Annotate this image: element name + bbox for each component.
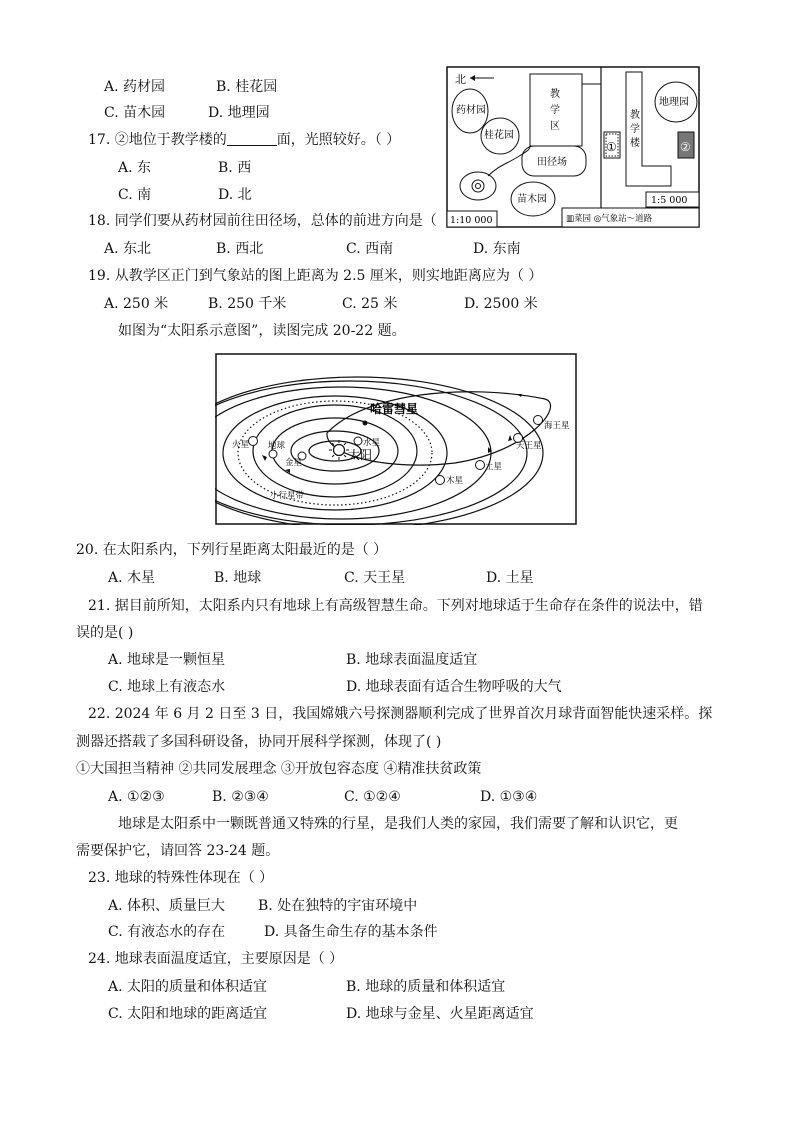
q22-stem-line2: 测器还搭载了多国科研设备，协同开展科学探测，体现了( ) [76,734,442,750]
teaching-area-label-1: 教 [550,89,560,100]
q22-option-c: C. ①②④ [344,789,401,805]
venus-label: 金星 [285,458,303,468]
yaocai-label: 药材园 [456,105,486,116]
mars-icon [249,437,258,446]
q19-stem: 19. 从教学区正门到气象站的图上距离为 2.5 厘米，则实地距离应为（ ） [88,268,543,284]
saturn-icon [476,461,485,470]
geo-garden-label: 地理园 [659,97,689,108]
q18-stem: 18. 同学们要从药材园前往田径场，总体的前进方向是（ [88,213,437,229]
q24-option-d: D. 地球与金星、火星距离适宜 [346,1006,534,1022]
q19-option-b: B. 250 千米 [208,296,287,312]
miaomu-label: 苗木园 [517,194,547,205]
site-2-label: ② [680,140,691,154]
q24-option-b: B. 地球的质量和体积适宜 [346,979,506,995]
q20-option-a: A. 木星 [108,570,156,586]
building-label-3: 楼 [630,138,640,149]
q17-option-c: C. 南 [118,187,152,203]
building-label-2: 学 [630,124,640,135]
q16-option-b: B. 桂花园 [216,79,278,95]
north-label: 北 [455,73,466,86]
q22-stem-line1: 22. 2024 年 6 月 2 日至 3 日，我国嫦娥六号探测器顺利完成了世界首次月球背面智能快速采样。探 [88,706,713,722]
q23-option-a: A. 体积、质量巨大 [108,898,226,914]
q20-stem: 20. 在太阳系内，下列行星距离太阳最近的是（ ） [76,542,388,558]
map-legend: ▥菜园 ◎气象站～道路 [566,214,653,224]
guihua-label: 桂花园 [484,130,514,141]
q19-option-d: D. 2500 米 [464,296,538,312]
intro-23-24-line1: 地球是太阳系中一颗既普通又特殊的行星，是我们人类的家园，我们需要了解和认识它，更 [118,816,678,832]
uranus-label: 天王星 [516,441,542,451]
q18-option-a: A. 东北 [104,241,152,257]
q22-option-b: B. ②③④ [212,789,269,805]
q20-option-c: C. 天王星 [344,570,406,586]
q23-stem: 23. 地球的特殊性体现在（ ） [88,870,274,886]
q24-option-a: A. 太阳的质量和体积适宜 [108,979,268,995]
jupiter-label: 木星 [446,476,464,486]
intro-23-24-line2: 需要保护它，请回答 23-24 题。 [76,843,280,859]
q24-stem: 24. 地球表面温度适宜，主要原因是（ ） [88,951,344,967]
earth-icon [269,450,277,458]
site-1-label: ① [606,140,617,154]
scale-right: 1:5 000 [651,195,688,206]
q18-option-b: B. 西北 [216,241,264,257]
halley-label: 哈雷彗星 [370,402,419,416]
q17-option-a: A. 东 [118,160,152,176]
q22-option-a: A. ①②③ [108,789,165,805]
q17-blank [227,131,277,146]
q19-option-c: C. 25 米 [342,296,398,312]
q21-option-b: B. 地球表面温度适宜 [346,652,478,668]
q21-option-c: C. 地球上有液态水 [108,679,226,695]
building-label-1: 教 [630,110,640,121]
q18-option-c: C. 西南 [346,241,394,257]
mars-label: 火星 [232,440,250,450]
q19-option-a: A. 250 米 [104,296,169,312]
q18-option-d: D. 东南 [473,241,521,257]
jupiter-icon [436,476,445,485]
q24-option-c: C. 太阳和地球的距离适宜 [108,1006,268,1022]
track-field-label: 田径场 [537,157,567,168]
q16-option-c: C. 苗木园 [104,105,166,121]
scale-left: 1:10 000 [450,215,493,226]
mercury-icon [354,437,362,445]
q21-stem-line2: 误的是( ) [76,625,134,641]
q23-option-b: B. 处在独特的宇宙环境中 [258,898,418,914]
q20-option-b: B. 地球 [214,570,262,586]
asteroid-belt-label: 小行星带 [270,491,305,501]
earth-label: 地球 [268,441,286,451]
intro-20-22: 如图为“太阳系示意图”，读图完成 20-22 题。 [118,323,406,339]
q16-option-d: D. 地理园 [208,105,270,121]
weather-station-area [460,172,496,200]
q21-option-a: A. 地球是一颗恒星 [108,652,226,668]
q17-option-b: B. 西 [218,160,252,176]
q21-stem-line1: 21. 据目前所知，太阳系内只有地球上有高级智慧生命。下列对地球适于生命存在条件的说法中，错 [88,598,703,614]
sun-label: 太阳 [348,448,373,462]
q17-stem: 17. ②地位于教学楼的 面，光照较好。（ ） [88,132,401,148]
q22-choices: ①大国担当精神 ②共同发展理念 ③开放包容态度 ④精准扶贫政策 [76,761,482,777]
halley-comet-icon [363,421,368,426]
sun-icon [329,440,349,460]
neptune-label: 海王星 [544,421,570,431]
teaching-area-label-2: 学 [550,105,560,116]
teaching-area-label-3: 区 [550,121,560,132]
q21-option-d: D. 地球表面有适合生物呼吸的大气 [346,679,562,695]
q20-option-d: D. 土星 [486,570,534,586]
saturn-label: 土星 [485,462,503,472]
q23-option-c: C. 有液态水的存在 [108,924,226,940]
q22-option-d: D. ①③④ [480,789,538,805]
q17-option-d: D. 北 [218,187,252,203]
q16-option-a: A. 药材园 [104,79,166,95]
mercury-label: 水星 [363,438,381,448]
school-map [446,66,700,228]
solar-system-diagram [215,353,577,525]
q23-option-d: D. 具备生命生存的基本条件 [264,924,438,940]
neptune-icon [534,416,543,425]
